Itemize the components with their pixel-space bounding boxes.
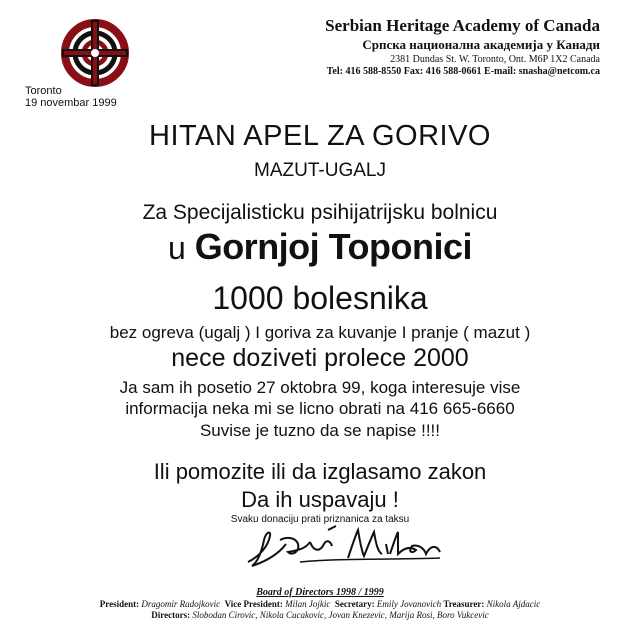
location-prefix: u bbox=[168, 230, 186, 266]
survival-line: nece doziveti prolece 2000 bbox=[171, 344, 469, 372]
visited-line: Ja sam ih posetio 27 oktobra 99, koga interesuje vise bbox=[119, 378, 521, 397]
appeal-title: HITAN APEL ZA GORIVO bbox=[149, 120, 491, 152]
board-directors bbox=[0, 610, 640, 620]
patients-line: 1000 bolesnika bbox=[212, 280, 428, 316]
org-contact: Tel: 416 588-8550 Fax: 416 588-0661 E-mail: snasha@netcom.ca bbox=[326, 66, 600, 77]
location-line bbox=[0, 226, 640, 268]
directors-names: Slobodan Cirovic, Nikola Cucakovic, Jovan Knezevic, Marija Rosi, Boro Vukcevic bbox=[192, 610, 489, 620]
organization-header bbox=[200, 16, 600, 77]
org-name-en: Serbian Heritage Academy of Canada bbox=[325, 16, 600, 35]
org-name-cyr: Српска национална академија у Канади bbox=[362, 37, 600, 52]
hospital-line: Za Specijalisticku psihijatrijsku bolnicu bbox=[142, 201, 498, 224]
city: Toronto bbox=[25, 85, 62, 97]
directors-label: Directors: bbox=[151, 610, 191, 620]
appeal-subtitle: MAZUT-UGALJ bbox=[254, 160, 386, 181]
vice-name: Milan Jojkic bbox=[285, 599, 331, 609]
receipt-line: Svaku donaciju prati priznanica za taksu bbox=[230, 514, 410, 525]
location-name: Gornjoj Toponici bbox=[194, 226, 472, 267]
info-line: informacija neka mi se licno obrati na 416 665-6660 bbox=[125, 399, 515, 418]
president-name: Dragomir Radojkovic bbox=[141, 599, 221, 609]
secretary-label: Secretary: bbox=[334, 599, 375, 609]
place-date bbox=[25, 85, 117, 109]
treasurer-name: Nikola Ajdacic bbox=[486, 599, 541, 609]
treasurer-label: Treasurer: bbox=[443, 599, 485, 609]
sad-line: Suvise je tuzno da se napise !!!! bbox=[199, 421, 441, 440]
without-line: bez ogreva (ugalj ) I goriva za kuvanje I pranje ( mazut ) bbox=[109, 323, 531, 342]
board-title: Board of Directors 1998 / 1999 bbox=[256, 587, 384, 598]
vice-label: Vice President: bbox=[224, 599, 283, 609]
org-address: 2381 Dundas St. W. Toronto, Ont. M6P 1X2 Canada bbox=[390, 54, 600, 65]
handwritten-signature bbox=[240, 522, 450, 572]
president-label: President: bbox=[99, 599, 140, 609]
secretary-name: Emily Jovanovich bbox=[376, 599, 442, 609]
date: 19 novembar 1999 bbox=[25, 97, 117, 109]
help-line: Ili pomozite ili da izglasamo zakon bbox=[153, 459, 487, 484]
board-officers bbox=[0, 599, 640, 609]
sleep-line: Da ih uspavaju ! bbox=[241, 487, 399, 512]
cross-in-circle-logo bbox=[60, 18, 130, 88]
